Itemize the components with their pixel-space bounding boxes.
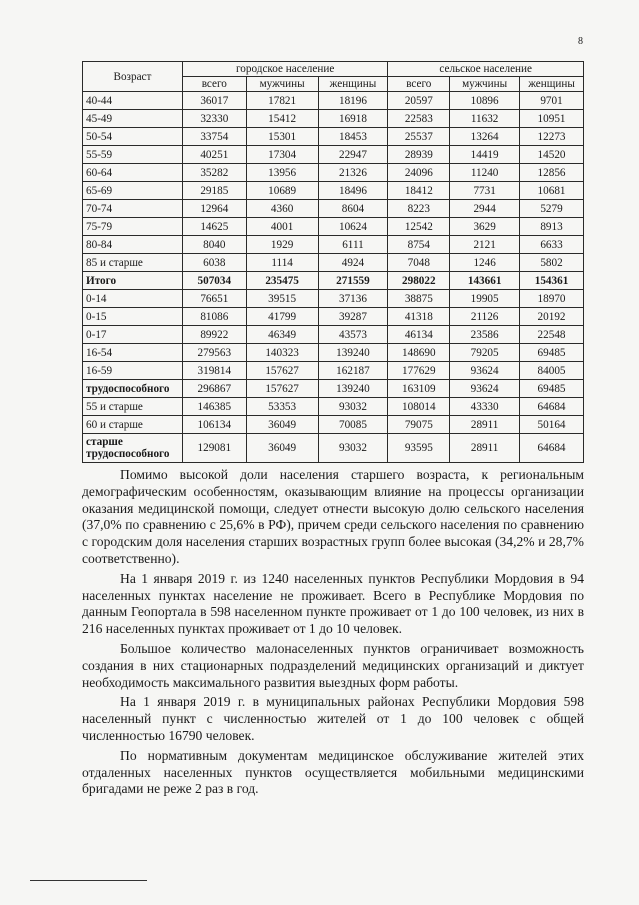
- row-label: 45-49: [83, 110, 183, 128]
- table-cell: 12542: [388, 218, 450, 236]
- body-text: [82, 467, 584, 801]
- header-rural: сельское население: [388, 62, 584, 77]
- table-cell: 41799: [246, 308, 318, 326]
- table-cell: 12964: [182, 200, 246, 218]
- table-cell: 46134: [388, 326, 450, 344]
- table-cell: 157627: [246, 380, 318, 398]
- table-cell: 20192: [520, 308, 584, 326]
- table-cell: 84005: [520, 362, 584, 380]
- table-cell: 15412: [246, 110, 318, 128]
- table-cell: 28911: [450, 434, 520, 463]
- table-row: [83, 344, 584, 362]
- table-cell: 69485: [520, 344, 584, 362]
- paragraph: Большое количество малонаселенных пунктов ограничивает возможность создания в них стационарных подразделений медицинских организаций и диктует необходимость максимального развития выездных форм работы.: [82, 640, 584, 690]
- table-cell: 2121: [450, 236, 520, 254]
- table-cell: 177629: [388, 362, 450, 380]
- table-cell: 17821: [246, 92, 318, 110]
- table-cell: 271559: [318, 272, 388, 290]
- table-cell: 10624: [318, 218, 388, 236]
- table-cell: 139240: [318, 380, 388, 398]
- table-cell: 4360: [246, 200, 318, 218]
- table-cell: 40251: [182, 146, 246, 164]
- table-cell: 76651: [182, 290, 246, 308]
- row-label: 60-64: [83, 164, 183, 182]
- table-cell: 507034: [182, 272, 246, 290]
- header-urban-women: женщины: [318, 77, 388, 92]
- table-cell: 140323: [246, 344, 318, 362]
- table-cell: 64684: [520, 398, 584, 416]
- table-row: [83, 218, 584, 236]
- table-cell: 5802: [520, 254, 584, 272]
- table-cell: 1246: [450, 254, 520, 272]
- table-row: [83, 200, 584, 218]
- table-cell: 53353: [246, 398, 318, 416]
- row-label: 55 и старше: [83, 398, 183, 416]
- table-cell: 39287: [318, 308, 388, 326]
- table-cell: 139240: [318, 344, 388, 362]
- table-cell: 146385: [182, 398, 246, 416]
- table-cell: 157627: [246, 362, 318, 380]
- table-row: [83, 164, 584, 182]
- table-cell: 6633: [520, 236, 584, 254]
- table-cell: 8040: [182, 236, 246, 254]
- table-cell: 298022: [388, 272, 450, 290]
- table-cell: 296867: [182, 380, 246, 398]
- header-urban-men: мужчины: [246, 77, 318, 92]
- table-cell: 38875: [388, 290, 450, 308]
- table-row: [83, 380, 584, 398]
- table-cell: 36049: [246, 434, 318, 463]
- table-cell: 148690: [388, 344, 450, 362]
- table-row: [83, 434, 584, 463]
- table-cell: 79075: [388, 416, 450, 434]
- table-cell: 18196: [318, 92, 388, 110]
- header-age: Возраст: [83, 62, 183, 92]
- table-cell: 22947: [318, 146, 388, 164]
- paragraph: По нормативным документам медицинское обслуживание жителей этих отдаленных населенных пунктов осуществляется мобильными медицинскими бригадами не реже 2 раз в год.: [82, 747, 584, 797]
- table-row: [83, 398, 584, 416]
- row-label: 70-74: [83, 200, 183, 218]
- table-cell: 50164: [520, 416, 584, 434]
- table-cell: 108014: [388, 398, 450, 416]
- table-cell: 8604: [318, 200, 388, 218]
- table-cell: 163109: [388, 380, 450, 398]
- table-cell: 319814: [182, 362, 246, 380]
- row-label: 75-79: [83, 218, 183, 236]
- table-cell: 93624: [450, 362, 520, 380]
- table-cell: 29185: [182, 182, 246, 200]
- table-row: [83, 362, 584, 380]
- paragraph: На 1 января 2019 г. из 1240 населенных пунктов Республики Мордовия в 94 населенных пунктах население не проживает. Всего в Республике Мордовия по данным Геопортала в 598 населенном пункте проживает от 1 до 100 человек, из них в 216 населенных пунктах проживает от 1 до 10 человек.: [82, 570, 584, 637]
- table-cell: 18453: [318, 128, 388, 146]
- table-cell: 46349: [246, 326, 318, 344]
- table-row: [83, 254, 584, 272]
- table-cell: 12856: [520, 164, 584, 182]
- row-label: 16-54: [83, 344, 183, 362]
- table-cell: 39515: [246, 290, 318, 308]
- table-row: [83, 236, 584, 254]
- page-number: 8: [578, 36, 583, 47]
- table-cell: 70085: [318, 416, 388, 434]
- table-cell: 18412: [388, 182, 450, 200]
- header-rural-total: всего: [388, 77, 450, 92]
- table-cell: 6111: [318, 236, 388, 254]
- table-cell: 162187: [318, 362, 388, 380]
- table-cell: 81086: [182, 308, 246, 326]
- table-row: [83, 128, 584, 146]
- table-cell: 235475: [246, 272, 318, 290]
- table-cell: 5279: [520, 200, 584, 218]
- table-row: [83, 416, 584, 434]
- table-cell: 35282: [182, 164, 246, 182]
- row-label: 55-59: [83, 146, 183, 164]
- table-cell: 14419: [450, 146, 520, 164]
- table-cell: 18970: [520, 290, 584, 308]
- table-cell: 11240: [450, 164, 520, 182]
- row-label: 80-84: [83, 236, 183, 254]
- table-cell: 14625: [182, 218, 246, 236]
- table-cell: 13264: [450, 128, 520, 146]
- table-cell: 22548: [520, 326, 584, 344]
- footnote-divider: [30, 880, 147, 881]
- table-cell: 7048: [388, 254, 450, 272]
- table-cell: 4001: [246, 218, 318, 236]
- table-cell: 154361: [520, 272, 584, 290]
- table-cell: 11632: [450, 110, 520, 128]
- table-cell: 41318: [388, 308, 450, 326]
- table-cell: 36049: [246, 416, 318, 434]
- row-label: 40-44: [83, 92, 183, 110]
- table-cell: 12273: [520, 128, 584, 146]
- row-label: 85 и старше: [83, 254, 183, 272]
- row-label: 0-17: [83, 326, 183, 344]
- paragraph: Помимо высокой доли населения старшего возраста, к региональным демографическим особенностям, оказывающим влияние на процессы организации оказания медицинской помощи, следует отнести высокую долю сельского населения (37,0% по сравнению с 25,6% в РФ), причем среди сельского населения по сравнению с городским доля населения старших возрастных групп более высокая (34,2% и 28,7% соответственно).: [82, 467, 584, 566]
- table-cell: 4924: [318, 254, 388, 272]
- table-cell: 79205: [450, 344, 520, 362]
- table-cell: 10681: [520, 182, 584, 200]
- table-cell: 18496: [318, 182, 388, 200]
- table-cell: 33754: [182, 128, 246, 146]
- row-label: 60 и старше: [83, 416, 183, 434]
- table-cell: 10951: [520, 110, 584, 128]
- table-row: [83, 92, 584, 110]
- table-row: [83, 146, 584, 164]
- table-cell: 16918: [318, 110, 388, 128]
- header-rural-men: мужчины: [450, 77, 520, 92]
- table-cell: 10896: [450, 92, 520, 110]
- table-row: [83, 290, 584, 308]
- table-cell: 8754: [388, 236, 450, 254]
- table-cell: 20597: [388, 92, 450, 110]
- row-label: 65-69: [83, 182, 183, 200]
- table-cell: 24096: [388, 164, 450, 182]
- table-cell: 8223: [388, 200, 450, 218]
- table-cell: 7731: [450, 182, 520, 200]
- header-urban-total: всего: [182, 77, 246, 92]
- table-row: [83, 272, 584, 290]
- table-cell: 10689: [246, 182, 318, 200]
- table-row: [83, 326, 584, 344]
- row-label: 0-15: [83, 308, 183, 326]
- row-label: старше трудоспособного: [83, 434, 183, 463]
- table-cell: 23586: [450, 326, 520, 344]
- table-cell: 36017: [182, 92, 246, 110]
- table-cell: 37136: [318, 290, 388, 308]
- table-cell: 19905: [450, 290, 520, 308]
- table-cell: 22583: [388, 110, 450, 128]
- table-cell: 93032: [318, 398, 388, 416]
- table-cell: 25537: [388, 128, 450, 146]
- table-cell: 21326: [318, 164, 388, 182]
- table-cell: 279563: [182, 344, 246, 362]
- table-body: [83, 92, 584, 463]
- table-cell: 21126: [450, 308, 520, 326]
- row-label: Итого: [83, 272, 183, 290]
- table-cell: 89922: [182, 326, 246, 344]
- header-urban: городское население: [182, 62, 387, 77]
- population-table: [82, 61, 584, 463]
- table-cell: 93595: [388, 434, 450, 463]
- table-cell: 106134: [182, 416, 246, 434]
- table-cell: 28939: [388, 146, 450, 164]
- table-cell: 2944: [450, 200, 520, 218]
- table-cell: 69485: [520, 380, 584, 398]
- row-label: 0-14: [83, 290, 183, 308]
- table-cell: 6038: [182, 254, 246, 272]
- table-cell: 43330: [450, 398, 520, 416]
- paragraph: На 1 января 2019 г. в муниципальных районах Республики Мордовия 598 населенный пункт с численностью жителей от 1 до 100 человек с общей численностью 16790 человек.: [82, 694, 584, 743]
- table-cell: 28911: [450, 416, 520, 434]
- table-row: [83, 182, 584, 200]
- row-label: 50-54: [83, 128, 183, 146]
- table-cell: 8913: [520, 218, 584, 236]
- table-row: [83, 308, 584, 326]
- table-cell: 93032: [318, 434, 388, 463]
- table-row: [83, 110, 584, 128]
- row-label: трудоспособного: [83, 380, 183, 398]
- table-cell: 14520: [520, 146, 584, 164]
- table-cell: 13956: [246, 164, 318, 182]
- table-cell: 64684: [520, 434, 584, 463]
- table-cell: 9701: [520, 92, 584, 110]
- row-label: 16-59: [83, 362, 183, 380]
- table-cell: 17304: [246, 146, 318, 164]
- table-cell: 3629: [450, 218, 520, 236]
- table-cell: 15301: [246, 128, 318, 146]
- table-cell: 32330: [182, 110, 246, 128]
- table-cell: 1114: [246, 254, 318, 272]
- header-rural-women: женщины: [520, 77, 584, 92]
- table-cell: 43573: [318, 326, 388, 344]
- table-cell: 129081: [182, 434, 246, 463]
- table-cell: 93624: [450, 380, 520, 398]
- table-cell: 1929: [246, 236, 318, 254]
- table-cell: 143661: [450, 272, 520, 290]
